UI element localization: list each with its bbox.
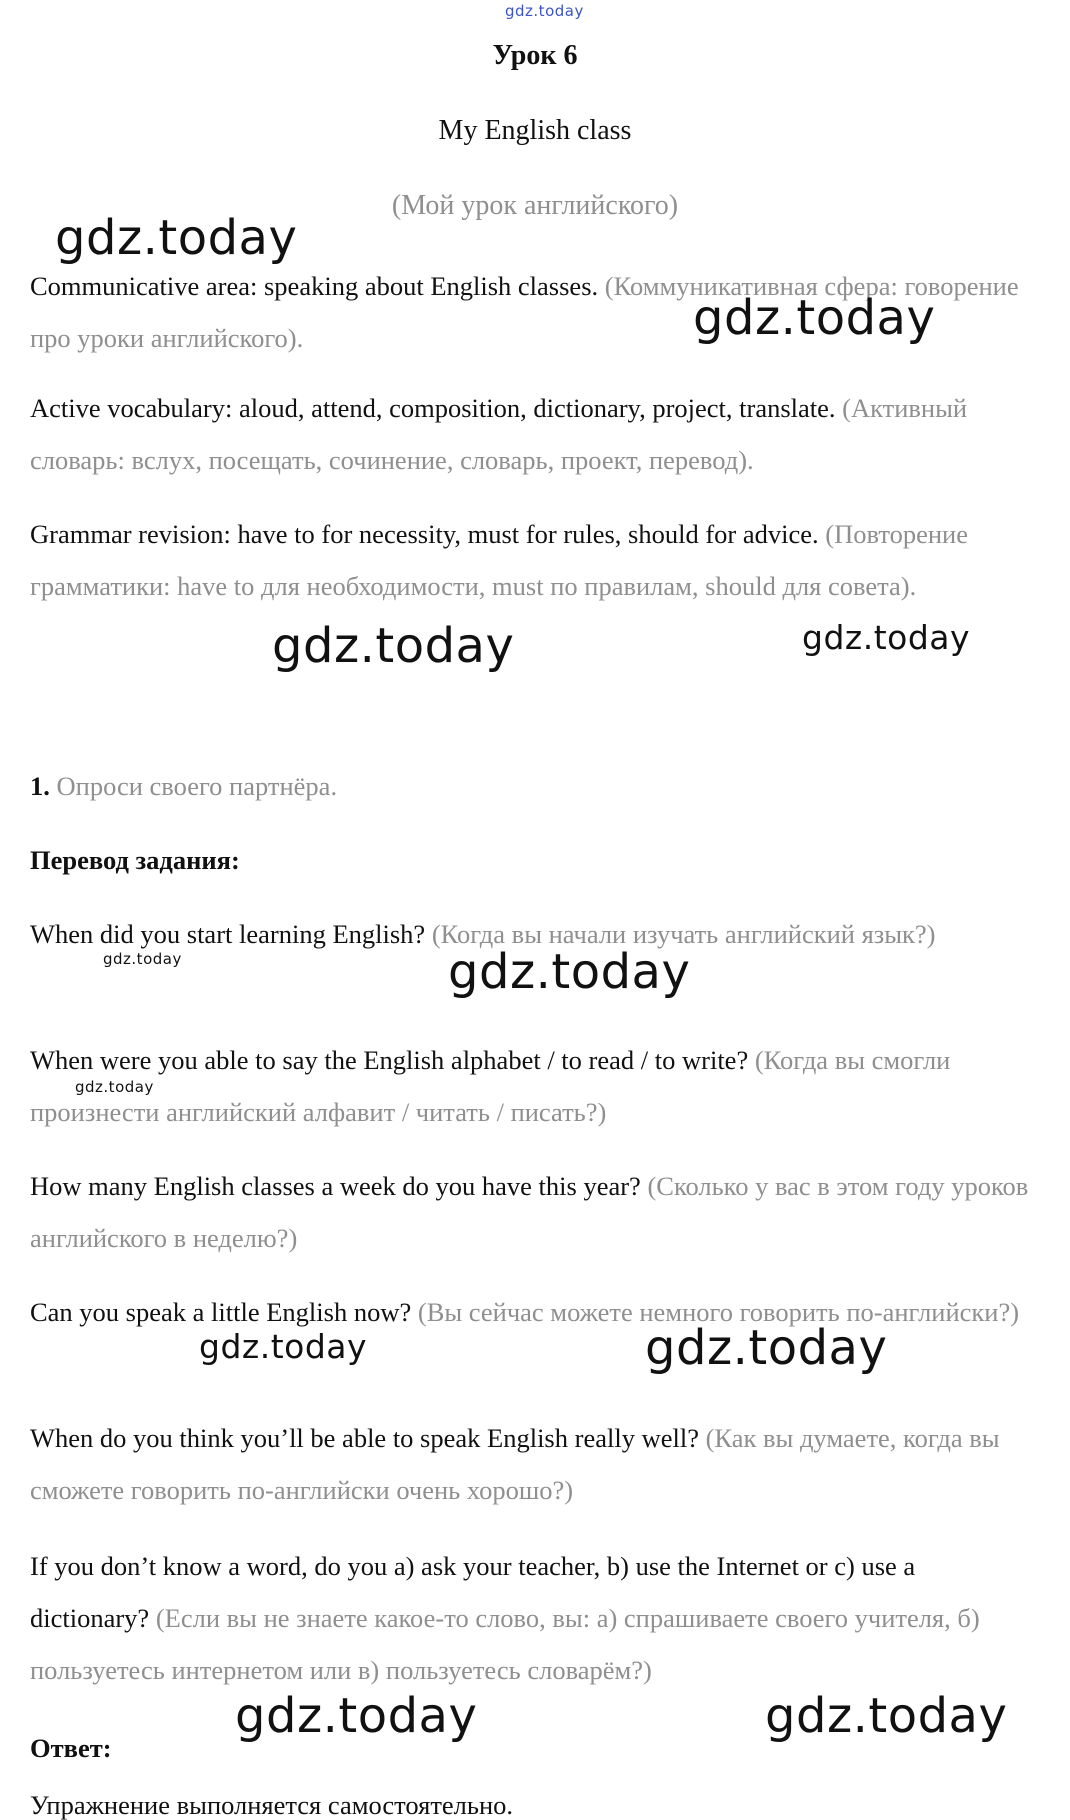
- lesson-subtitle: My English class: [438, 115, 632, 146]
- watermark: gdz.today: [199, 1327, 368, 1366]
- exercise-number: 1.: [30, 771, 50, 801]
- watermark: gdz.today: [55, 210, 298, 266]
- watermark: gdz.today: [272, 618, 515, 674]
- question-ru: (Если вы не знаете какое-то слово, вы: а) спрашиваете своего учителя, б) пользуетесь интернетом или в) пользуетесь словарём?): [30, 1603, 980, 1685]
- watermark: gdz.today: [448, 944, 691, 1000]
- watermark: gdz.today: [75, 1078, 154, 1096]
- watermark: gdz.today: [765, 1688, 1008, 1744]
- answer-heading: Ответ:: [30, 1733, 112, 1763]
- watermark: gdz.today: [802, 618, 971, 657]
- question-en: When do you think you’ll be able to speak English really well?: [30, 1423, 699, 1453]
- exercise-task: [30, 760, 1040, 812]
- translation-heading: Перевод задания:: [30, 845, 240, 875]
- question-ru: (Когда вы смогли произнести английский алфавит / читать / писать?): [30, 1045, 951, 1127]
- question-item: [30, 1160, 1040, 1264]
- answer-text: Упражнение выполняется самостоятельно.: [30, 1790, 514, 1820]
- watermark: gdz.today: [693, 290, 936, 346]
- question-ru: (Вы сейчас можете немного говорить по-английски?): [417, 1297, 1020, 1327]
- question-item: [30, 1286, 1040, 1338]
- active-vocabulary-ru: (Активный словарь: вслух, посещать, сочинение, словарь, проект, перевод).: [30, 393, 968, 475]
- watermark: gdz.today: [235, 1688, 478, 1744]
- question-item: [30, 1540, 1040, 1696]
- communicative-area-en: Communicative area: speaking about English classes.: [30, 271, 599, 301]
- active-vocabulary-paragraph: [30, 382, 1040, 486]
- active-vocabulary-en: Active vocabulary: aloud, attend, composition, dictionary, project, translate.: [30, 393, 836, 423]
- question-en: How many English classes a week do you have this year?: [30, 1171, 641, 1201]
- question-ru: (Как вы думаете, когда вы сможете говорить по-английски очень хорошо?): [30, 1423, 1000, 1505]
- question-en: When did you start learning English?: [30, 919, 426, 949]
- grammar-revision-paragraph: [30, 508, 1040, 612]
- question-ru: (Сколько у вас в этом году уроков английского в неделю?): [30, 1171, 1029, 1253]
- watermark: gdz.today: [103, 950, 182, 968]
- lesson-title: Урок 6: [492, 40, 578, 71]
- watermark: gdz.today: [645, 1320, 888, 1376]
- exercise-task-text: Опроси своего партнёра.: [56, 771, 338, 801]
- grammar-revision-en: Grammar revision: have to for necessity, must for rules, should for advice.: [30, 519, 819, 549]
- question-item: [30, 1412, 1040, 1516]
- grammar-revision-ru: (Повторение грамматики: have to для необходимости, must по правилам, should для совета).: [30, 519, 968, 601]
- question-ru: (Когда вы начали изучать английский язык?): [431, 919, 936, 949]
- question-item: [30, 1034, 1040, 1138]
- question-en: Can you speak a little English now?: [30, 1297, 412, 1327]
- communicative-area-ru: (Коммуникативная сфера: говорение про уроки английского).: [30, 271, 1019, 353]
- question-en: If you don’t know a word, do you a) ask your teacher, b) use the Internet or c) use a dictionary?: [30, 1551, 916, 1633]
- lesson-subtitle-translation: (Мой урок английского): [391, 190, 679, 221]
- question-en: When were you able to say the English alphabet / to read / to write?: [30, 1045, 749, 1075]
- watermark-top: gdz.today: [505, 2, 584, 20]
